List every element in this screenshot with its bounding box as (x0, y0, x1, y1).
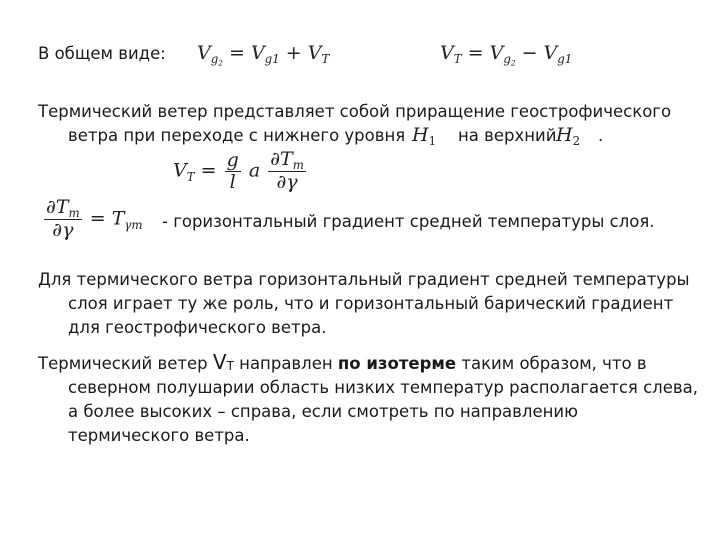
para2-line2: слоя играет ту же роль, что и горизонтальный барический градиент (68, 294, 674, 313)
para3-line1 (38, 350, 647, 378)
para3-line2: северном полушарии область низких температур располагается слева, (68, 378, 698, 397)
symbol-h2: $H_2$ (556, 124, 581, 149)
gradient-description: - горизонтальный градиент средней температуры слоя. (162, 212, 655, 231)
intro-label: В общем виде: (38, 44, 166, 63)
para3-line1d: таким образом, что в (461, 354, 647, 373)
para2-line1: Для термического ветра горизонтальный градиент средней температуры (38, 270, 690, 289)
symbol-h1: $H_1$ (412, 124, 437, 149)
formula-thermal: $V_T$ = $\frac{g}{l}$ a $\frac{\partial T_m}{\partial\gamma}$ (173, 148, 304, 194)
symbol-vt: $V_T$ (212, 350, 234, 374)
formula-vt: $V_T = V_{g_2} - V_{g1}$ (440, 42, 573, 68)
para3-line1b: направлен (239, 354, 333, 373)
para3-line1a: Термический ветер (38, 354, 208, 373)
para3-line3: а более высоких – справа, если смотреть по направлению (68, 402, 578, 421)
para1-line2b: на верхний (458, 126, 557, 145)
para1-line2c: . (598, 126, 604, 145)
formula-gradient: $\frac{\partial T_m}{\partial\gamma}$ = $T_{\gamma m}$ (46, 196, 143, 242)
para1-line1: Термический ветер представляет собой приращение геострофического (38, 102, 672, 121)
formula-vg2: $V_{g_2} = V_{g1} + V_T$ (197, 42, 330, 68)
para3-line4: термического ветра. (68, 426, 250, 445)
para1-line2a: ветра при переходе с нижнего уровня (68, 126, 406, 145)
para3-line1c: по изотерме (337, 354, 457, 373)
para2-line3: для геострофического ветра. (68, 318, 327, 337)
